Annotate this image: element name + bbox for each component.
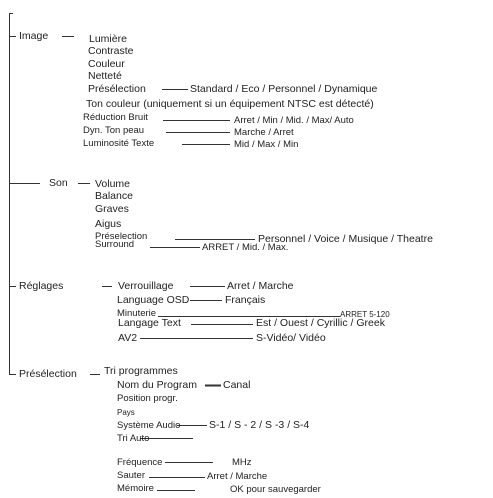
- minuterie-options: ARRET 5-120: [340, 310, 390, 319]
- frequence-unit: MHz: [232, 457, 252, 468]
- surround-item: Surround: [95, 239, 135, 250]
- son-group-label: Son: [49, 177, 68, 189]
- systeme-audio-item: Système Audio: [117, 420, 181, 431]
- langage-text-item: Langage Text: [118, 317, 181, 329]
- memoire-item: Mémoire: [117, 483, 154, 494]
- balance-item: Balance: [95, 190, 133, 202]
- language-osd-item: Language OSD: [117, 294, 190, 306]
- lumiere-item: Lumière: [89, 33, 127, 45]
- language-osd-options: Français: [225, 294, 266, 306]
- sauter-options: Arret / Marche: [207, 471, 268, 482]
- nettete-item: Netteté: [88, 70, 122, 82]
- reduction-bruit-options: Arret / Min / Mid. / Max/ Auto: [234, 115, 354, 126]
- memoire-options: OK pour sauvegarder: [230, 484, 321, 495]
- tri-auto-item: Tri Auto: [117, 433, 150, 444]
- preselection-group-label: Présélection: [19, 368, 77, 380]
- aigus-item: Aigus: [95, 218, 122, 230]
- reduction-bruit-item: Réduction Bruit: [83, 112, 148, 123]
- langage-text-options: Est / Ouest / Cyrillic / Greek: [256, 317, 385, 329]
- image-preselection-options: Standard / Eco / Personnel / Dynamique: [190, 83, 378, 95]
- image-preselection-item: Présélection: [88, 83, 146, 95]
- minuterie-item: Minuterie: [117, 308, 157, 319]
- volume-item: Volume: [95, 178, 131, 190]
- systeme-audio-options: S-1 / S - 2 / S -3 / S-4: [209, 419, 310, 431]
- couleur-item: Couleur: [88, 58, 125, 70]
- position-progr-item: Position progr.: [117, 393, 178, 404]
- surround-options: ARRET / Mid. / Max.: [202, 242, 289, 253]
- verrouillage-options: Arret / Marche: [227, 280, 294, 292]
- reglages-group-label: Réglages: [19, 280, 64, 292]
- pays-item: Pays: [117, 408, 135, 417]
- son-preselection-item: Préselection: [95, 231, 148, 242]
- frequence-item: Fréquence: [117, 457, 163, 468]
- graves-item: Graves: [95, 203, 129, 215]
- son-preselection-options: Personnel / Voice / Musique / Theatre: [258, 233, 433, 245]
- luminosite-texte-item: Luminosité Texte: [83, 138, 155, 149]
- luminosite-texte-options: Mid / Max / Min: [234, 139, 299, 150]
- tri-programmes-item: Tri programmes: [104, 365, 178, 377]
- dyn-ton-peau-item: Dyn. Ton peau: [83, 125, 145, 136]
- sauter-item: Sauter: [117, 470, 145, 481]
- dyn-ton-peau-options: Marche / Arret: [234, 127, 294, 138]
- image-group-label: Image: [19, 30, 49, 42]
- nom-du-program-options: Canal: [223, 379, 251, 391]
- contraste-item: Contraste: [88, 45, 134, 57]
- ton-couleur-item: Ton couleur (uniquement si un équipement NTSC est détecté): [86, 98, 374, 110]
- nom-du-program-item: Nom du Program: [117, 379, 197, 391]
- verrouillage-item: Verrouillage: [118, 280, 174, 292]
- av2-item: AV2: [118, 332, 138, 344]
- av2-options: S-Vidéo/ Vidéo: [256, 332, 326, 344]
